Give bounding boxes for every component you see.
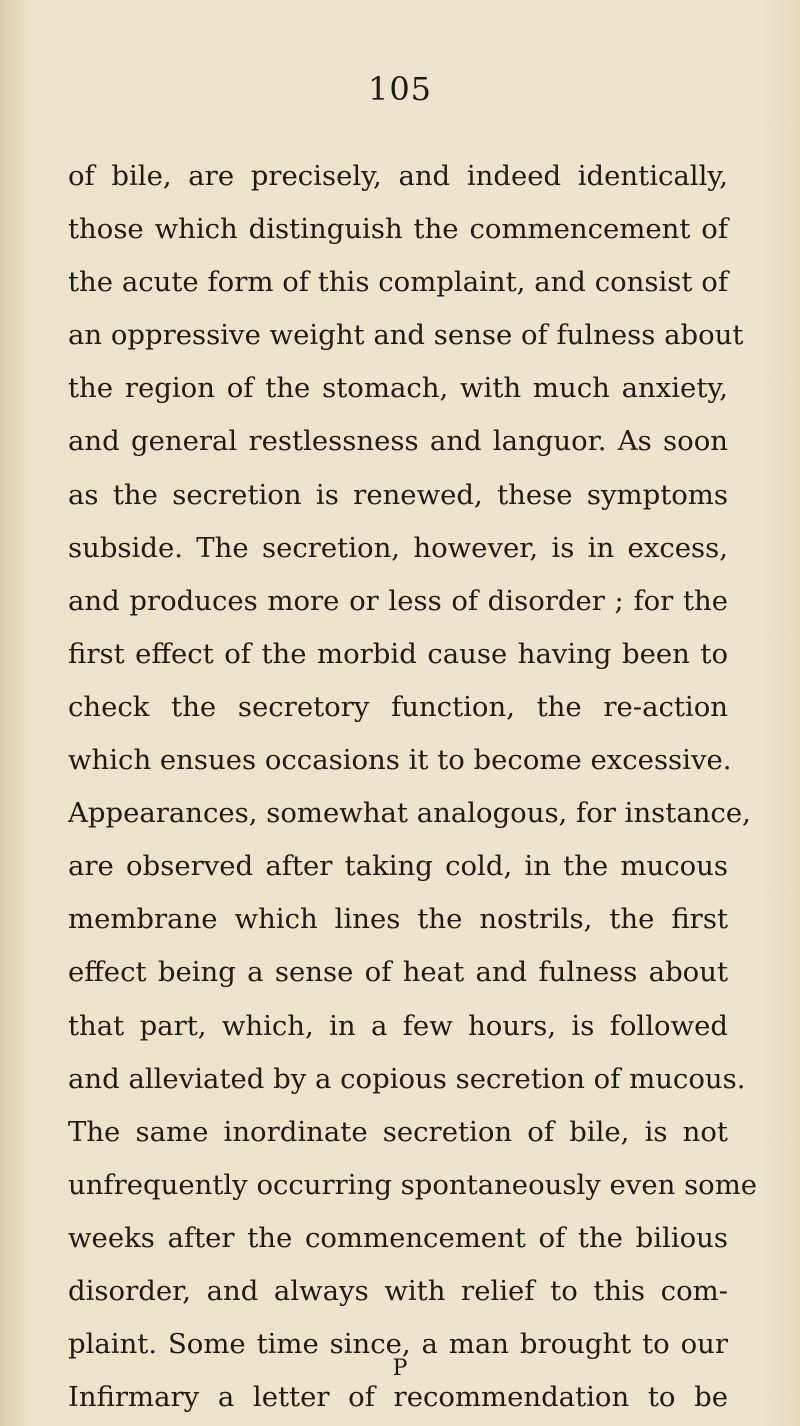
text-line: check the secretory function, the re-action [68, 690, 728, 723]
text-line: membrane which lines the nostrils, the first [68, 903, 728, 936]
text-line: The same inordinate secretion of bile, is not [68, 1115, 728, 1148]
text-line: and produces more or less of disorder ; for the [68, 584, 728, 617]
text-line: an oppressive weight and sense of fulness about [68, 319, 744, 352]
text-line: are observed after taking cold, in the mucous [68, 850, 728, 883]
text-line: of bile, are precisely, and indeed identically, [68, 160, 728, 192]
text-line: as the secretion is renewed, these symptoms [68, 478, 728, 511]
text-line: that part, which, in a few hours, is followed [68, 1009, 728, 1042]
text-line: and general restlessness and languor. As soon [68, 425, 728, 458]
text-line: subside. The secretion, however, is in excess, [68, 531, 728, 564]
text-line: which ensues occasions it to become excessive. [68, 744, 732, 777]
text-line: disorder, and always with relief to this com- [68, 1274, 728, 1307]
page-number: 105 [367, 70, 433, 108]
body-text [68, 150, 758, 1424]
text-line: the region of the stomach, with much anxiety, [68, 372, 728, 405]
text-line: Appearances, somewhat analogous, for instance, [68, 797, 751, 830]
text-line: those which distinguish the commencement of [68, 213, 728, 246]
text-line: and alleviated by a copious secretion of mucous. [68, 1062, 746, 1095]
text-line: the acute form of this complaint, and consist of [68, 266, 728, 299]
text-line: Infirmary a letter of recommendation to be [68, 1381, 728, 1414]
text-line: first effect of the morbid cause having been to [68, 637, 728, 670]
text-line: effect being a sense of heat and fulness about [68, 956, 728, 989]
signature-mark: P [392, 1356, 408, 1381]
text-line: plaint. Some time since, a man brought to our [68, 1328, 728, 1361]
text-line: unfrequently occurring spontaneously even some [68, 1168, 758, 1201]
text-line: weeks after the commencement of the bilious [68, 1221, 728, 1254]
